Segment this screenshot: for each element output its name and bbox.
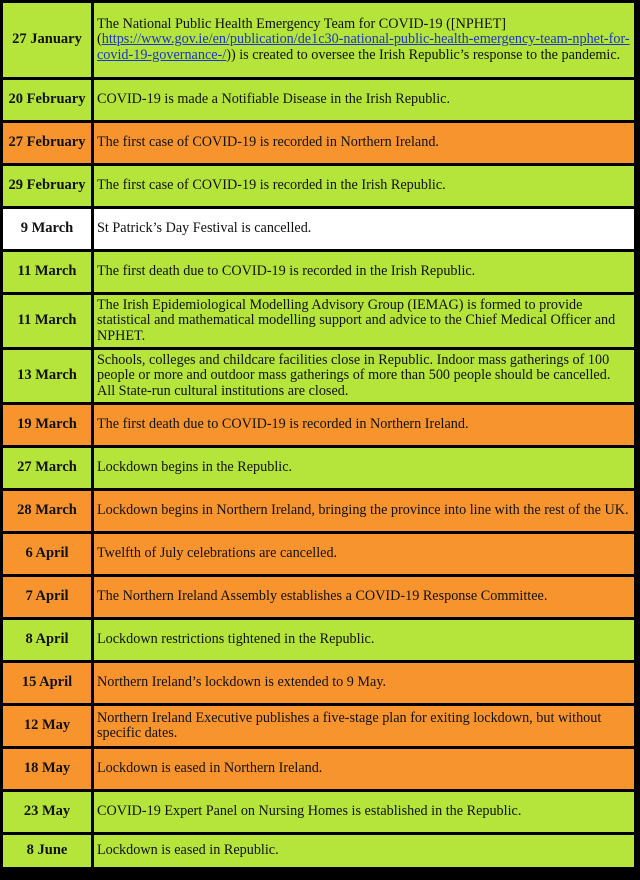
row-event: Lockdown is eased in Republic. (94, 835, 634, 867)
timeline-row (3, 295, 634, 347)
timeline-row (3, 80, 634, 120)
timeline-row (3, 350, 634, 402)
row-event: COVID-19 Expert Panel on Nursing Homes is established in the Republic. (94, 792, 634, 832)
row-event: St Patrick’s Day Festival is cancelled. (94, 209, 634, 249)
row-event: Schools, colleges and childcare facilities close in Republic. Indoor mass gatherings of 100 people or more and outdoor mass gatherings of more than 500 people should be cancelled. All State-run cultural institutions are closed. (94, 350, 634, 402)
row-date: 18 May (3, 749, 91, 789)
row-event: The first death due to COVID-19 is recorded in the Irish Republic. (94, 252, 634, 292)
row-date: 12 May (3, 706, 91, 746)
timeline-row (3, 706, 634, 746)
row-date: 27 January (3, 3, 91, 77)
row-date: 15 April (3, 663, 91, 703)
row-date: 6 April (3, 534, 91, 574)
timeline-row (3, 405, 634, 445)
row-event: COVID-19 is made a Notifiable Disease in the Irish Republic. (94, 80, 634, 120)
timeline-row (3, 209, 634, 249)
row-date: 11 March (3, 252, 91, 292)
row-event: The first case of COVID-19 is recorded in Northern Ireland. (94, 123, 634, 163)
row-event: Lockdown begins in the Republic. (94, 448, 634, 488)
timeline-row (3, 448, 634, 488)
timeline-row (3, 3, 634, 77)
timeline-row (3, 252, 634, 292)
row-date: 9 March (3, 209, 91, 249)
row-date: 8 June (3, 835, 91, 867)
row-date: 28 March (3, 491, 91, 531)
row-event: Lockdown restrictions tightened in the Republic. (94, 620, 634, 660)
row-date: 20 February (3, 80, 91, 120)
timeline-row (3, 491, 634, 531)
row-event (94, 3, 634, 77)
row-event: Northern Ireland Executive publishes a five-stage plan for exiting lockdown, but without specific dates. (94, 706, 634, 746)
row-date: 27 March (3, 448, 91, 488)
row-event: The first case of COVID-19 is recorded in the Irish Republic. (94, 166, 634, 206)
timeline-row (3, 577, 634, 617)
row-date: 7 April (3, 577, 91, 617)
timeline-row (3, 663, 634, 703)
row-date: 29 February (3, 166, 91, 206)
row-event: The first death due to COVID-19 is recorded in Northern Ireland. (94, 405, 634, 445)
row-event: Twelfth of July celebrations are cancelled. (94, 534, 634, 574)
timeline-row (3, 166, 634, 206)
row-event: The Irish Epidemiological Modelling Advisory Group (IEMAG) is formed to provide statistical and mathematical modelling support and advice to the Chief Medical Officer and NPHET. (94, 295, 634, 347)
row-event: Northern Ireland’s lockdown is extended to 9 May. (94, 663, 634, 703)
row-date: 11 March (3, 295, 91, 347)
timeline-row (3, 123, 634, 163)
row-date: 27 February (3, 123, 91, 163)
row-date: 13 March (3, 350, 91, 402)
nphet-link[interactable]: https://www.gov.ie/en/publication/de1c30-national-public-health-emergency-team-nphet-for-covid-19-governance-/ (97, 31, 630, 63)
event-text-before-link: The National Public Health Emergency Team for COVID-19 ([NPHET] ( (97, 15, 507, 48)
row-date: 19 March (3, 405, 91, 445)
timeline-row (3, 792, 634, 832)
timeline-row (3, 835, 634, 867)
timeline-row (3, 749, 634, 789)
row-event: The Northern Ireland Assembly establishes a COVID-19 Response Committee. (94, 577, 634, 617)
row-date: 23 May (3, 792, 91, 832)
covid-timeline-table (3, 3, 634, 875)
row-event: Lockdown begins in Northern Ireland, bringing the province into line with the rest of the UK. (94, 491, 634, 531)
timeline-row (3, 620, 634, 660)
event-text-after-link: )) is created to oversee the Irish Republic’s response to the pandemic. (226, 46, 621, 63)
row-event: Lockdown is eased in Northern Ireland. (94, 749, 634, 789)
timeline-row (3, 534, 634, 574)
row-date: 8 April (3, 620, 91, 660)
